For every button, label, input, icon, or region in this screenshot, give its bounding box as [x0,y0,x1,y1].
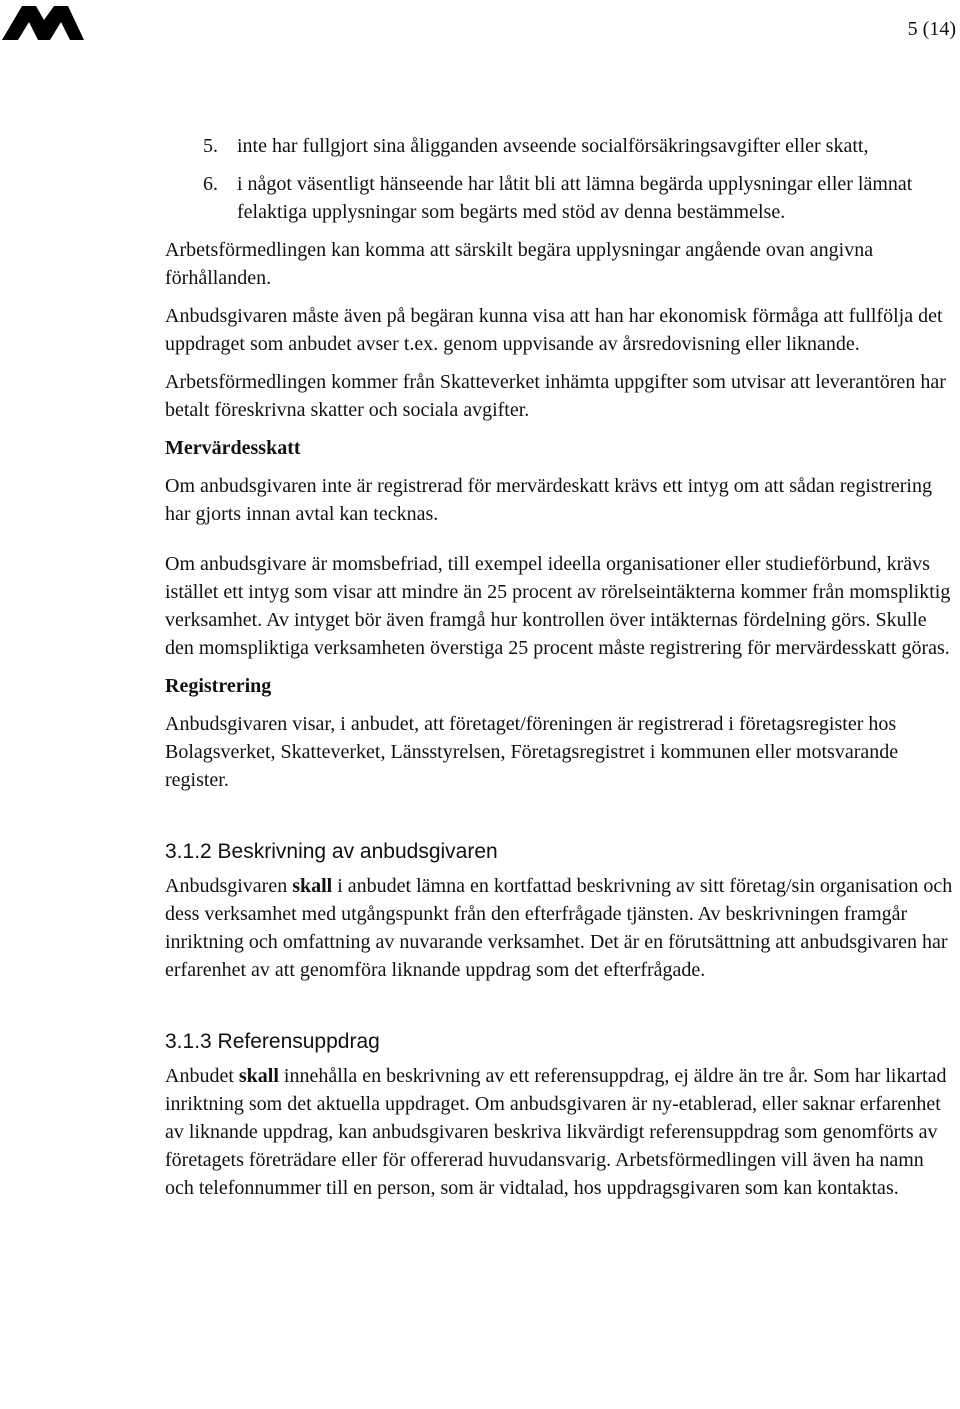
emphasis-skall: skall [238,1065,279,1087]
list-item [165,170,956,226]
page-number: 5 (14) [907,18,956,40]
paragraph-reference-assignment: Anbudet skall innehålla en beskrivning av ett referensuppdrag, ej äldre än tre år. Som har likartad inriktning som det aktuella uppdraget. Om anbudsgivaren är ny-etablerad, eller saknar erfarenhet av liknande uppdrag, kan anbudsgivaren beskriva likvärdigt referensuppdrag som genomförts av företagets företrädare eller för offererad huvudansvarig. Arbetsförmedlingen vill även ha namn och telefonnummer till en person, som är vidtalad, hos uppdragsgivaren som kan kontaktas. [165,1065,947,1199]
list-item-text: inte har fullgjort sina åligganden avseende socialförsäkringsavgifter eller skatt, [237,135,869,157]
heading-vat: Mervärdesskatt [165,437,301,459]
paragraph-vat-exempt: Om anbudsgivare är momsbefriad, till exempel ideella organisationer eller studieförbund, krävs istället ett intyg som visar att mindre än 25 procent av rörelseintäkterna kommer från momspliktig verksamhet. Av intyget bör även framgå hur kontrollen över intäkternas fördelning görs. Skulle den momspliktiga verksamheten överstiga 25 procent måste registrering för mervärdesskatt göras. [165,553,951,659]
emphasis-skall: skall [292,875,333,897]
heading-section-3-1-3: 3.1.3 Referensuppdrag [165,1030,380,1053]
document-body [165,132,956,1212]
list-item [165,132,956,160]
heading-section-3-1-2: 3.1.2 Beskrivning av anbudsgivaren [165,840,498,863]
paragraph-registration: Anbudsgivaren visar, i anbudet, att företaget/föreningen är registrerad i företagsregister hos Bolagsverket, Skatteverket, Länsstyrelsen, Företagsregistret i kommunen eller motsvarande register. [165,713,899,791]
numbered-list [165,132,956,226]
list-item-text: i något väsentligt hänseende har låtit bli att lämna begärda upplysningar eller lämnat felaktiga upplysningar som begärts med stöd av denna bestämmelse. [237,173,913,223]
paragraph-request-info: Arbetsförmedlingen kan komma att särskilt begära upplysningar angående ovan angivna förhållanden. [165,239,874,289]
heading-registration: Registrering [165,675,272,697]
paragraph-vat-registration: Om anbudsgivaren inte är registrerad för mervärdeskatt krävs ett intyg om att sådan registrering har gjorts innan avtal kan tecknas. [165,475,932,525]
list-item-number: 5. [203,135,218,157]
paragraph-bidder-description: Anbudsgivaren skall i anbudet lämna en kortfattad beskrivning av sitt företag/sin organisation och dess verksamhet med utgångspunkt från den efterfrågade tjänsten. Av beskrivningen framgår inriktning och omfattning av nuvarande verksamhet. Det är en förutsättning att anbudsgivaren har erfarenhet av att genomföra liknande uppdrag som det efterfrågade. [165,875,953,981]
paragraph-tax-check: Arbetsförmedlingen kommer från Skatteverket inhämta uppgifter som utvisar att leverantören har betalt föreskrivna skatter och sociala avgifter. [165,371,946,421]
arbetsformedlingen-logo-icon [0,0,84,44]
paragraph-financial-capacity: Anbudsgivaren måste även på begäran kunna visa att han har ekonomisk förmåga att fullfölja det uppdraget som anbudet avser t.ex. genom uppvisande av årsredovisning eller liknande. [165,305,943,355]
list-item-number: 6. [203,173,218,195]
